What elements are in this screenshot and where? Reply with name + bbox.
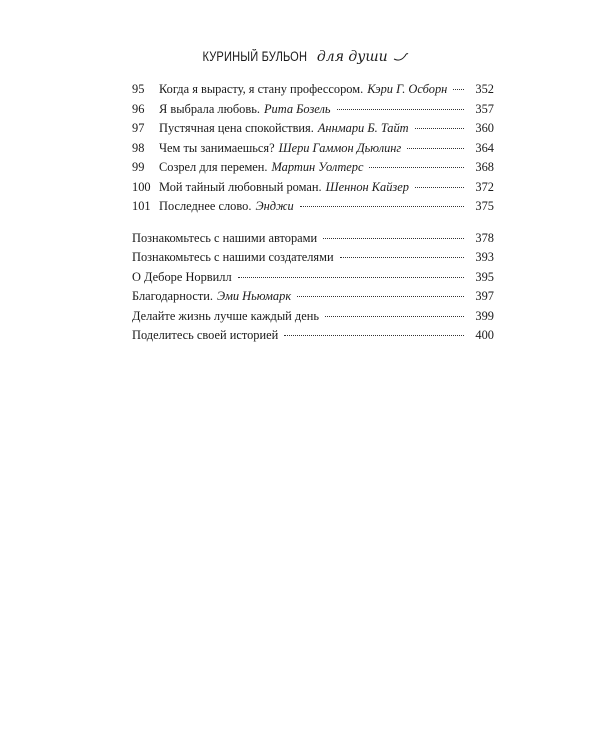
- toc-entry-title: Поделитесь своей историей: [132, 328, 279, 342]
- toc-entry: [132, 119, 494, 139]
- toc-entry-page: 360: [475, 121, 494, 135]
- toc-entry-title: Познакомьтесь с нашими авторами: [132, 230, 318, 245]
- toc-entry-title: Чем ты занимаешься?: [159, 140, 275, 155]
- toc-entry-title: Созрел для перемен.: [159, 160, 268, 174]
- toc-entry-number: 96: [132, 101, 145, 116]
- toc-entry: [132, 178, 494, 198]
- toc-entry-page: 399: [475, 308, 494, 323]
- dot-leader: [323, 238, 464, 239]
- toc-entry-number: 95: [132, 82, 145, 96]
- running-header: [0, 48, 600, 66]
- toc-entry: [132, 248, 494, 268]
- toc-entry: [132, 158, 494, 178]
- toc-entry-title: Пустячная цена спокойствия.: [159, 121, 314, 135]
- toc-entry-number: 99: [132, 160, 145, 174]
- toc-entry-title: Я выбрала любовь.: [159, 101, 260, 116]
- toc-entry-title: Мой тайный любовный роман.: [159, 179, 322, 194]
- dot-leader: [297, 296, 464, 297]
- swash-ornament-icon: [393, 52, 409, 62]
- toc-entry-author: Энджи: [255, 199, 294, 213]
- toc-entry-page: 372: [475, 179, 494, 194]
- toc-entry-number: 97: [132, 121, 145, 135]
- toc-entry: [132, 287, 494, 307]
- toc-entry-page: 393: [475, 250, 494, 264]
- dot-leader: [369, 167, 464, 168]
- dot-leader: [238, 277, 464, 278]
- dot-leader: [340, 257, 464, 258]
- toc-entry-author: Кэри Г. Осборн: [367, 82, 448, 96]
- toc-entry-page: 397: [475, 289, 494, 303]
- toc-entry-number: 101: [132, 199, 151, 213]
- header-title: КУРИНЫЙ БУЛЬОН: [202, 49, 308, 64]
- table-of-contents: [132, 80, 494, 346]
- dot-leader: [284, 335, 464, 336]
- toc-entry-page: 395: [475, 269, 494, 284]
- toc-entry-number: 100: [132, 179, 151, 194]
- dot-leader: [415, 128, 464, 129]
- dot-leader: [415, 187, 464, 188]
- toc-entry-page: 364: [475, 140, 494, 155]
- toc-entry: [132, 326, 494, 346]
- toc-entry-page: 400: [475, 328, 494, 342]
- toc-entry-number: 98: [132, 140, 145, 155]
- toc-entry: [132, 268, 494, 288]
- toc-entry-title: Когда я вырасту, я стану профессором.: [159, 82, 364, 96]
- toc-entry: [132, 100, 494, 120]
- toc-entry: [132, 307, 494, 327]
- toc-entry: [132, 80, 494, 100]
- toc-entry-page: 357: [475, 101, 494, 116]
- toc-stories-group: [132, 80, 494, 217]
- toc-entry-page: 368: [475, 160, 494, 174]
- toc-entry-author: Рита Бозель: [263, 101, 331, 116]
- toc-entry-page: 378: [475, 230, 494, 245]
- toc-entry-title: Благодарности.: [132, 289, 214, 303]
- toc-entry-page: 375: [475, 199, 494, 213]
- toc-entry-title: Познакомьтесь с нашими создателями: [132, 250, 334, 264]
- toc-entry-author: Мартин Уолтерс: [271, 160, 364, 174]
- toc-entry-title: О Деборе Норвилл: [132, 269, 232, 284]
- dot-leader: [337, 109, 464, 110]
- toc-entry: [132, 139, 494, 159]
- toc-entry-author: Эми Ньюмарк: [217, 289, 292, 303]
- toc-entry-page: 352: [475, 82, 494, 96]
- toc-back-matter-group: [132, 229, 494, 346]
- dot-leader: [407, 148, 464, 149]
- toc-entry-author: Шеннон Кайзер: [325, 179, 409, 194]
- dot-leader: [300, 206, 464, 207]
- toc-entry-author: Аннмари Б. Тайт: [317, 121, 409, 135]
- dot-leader: [325, 316, 464, 317]
- toc-entry: [132, 197, 494, 217]
- dot-leader: [453, 89, 464, 90]
- toc-entry-title: Последнее слово.: [159, 199, 252, 213]
- header-script: для души: [316, 49, 388, 65]
- toc-entry: [132, 229, 494, 249]
- toc-entry-title: Делайте жизнь лучше каждый день: [132, 308, 319, 323]
- toc-entry-author: Шери Гаммон Дьюлинг: [278, 140, 402, 155]
